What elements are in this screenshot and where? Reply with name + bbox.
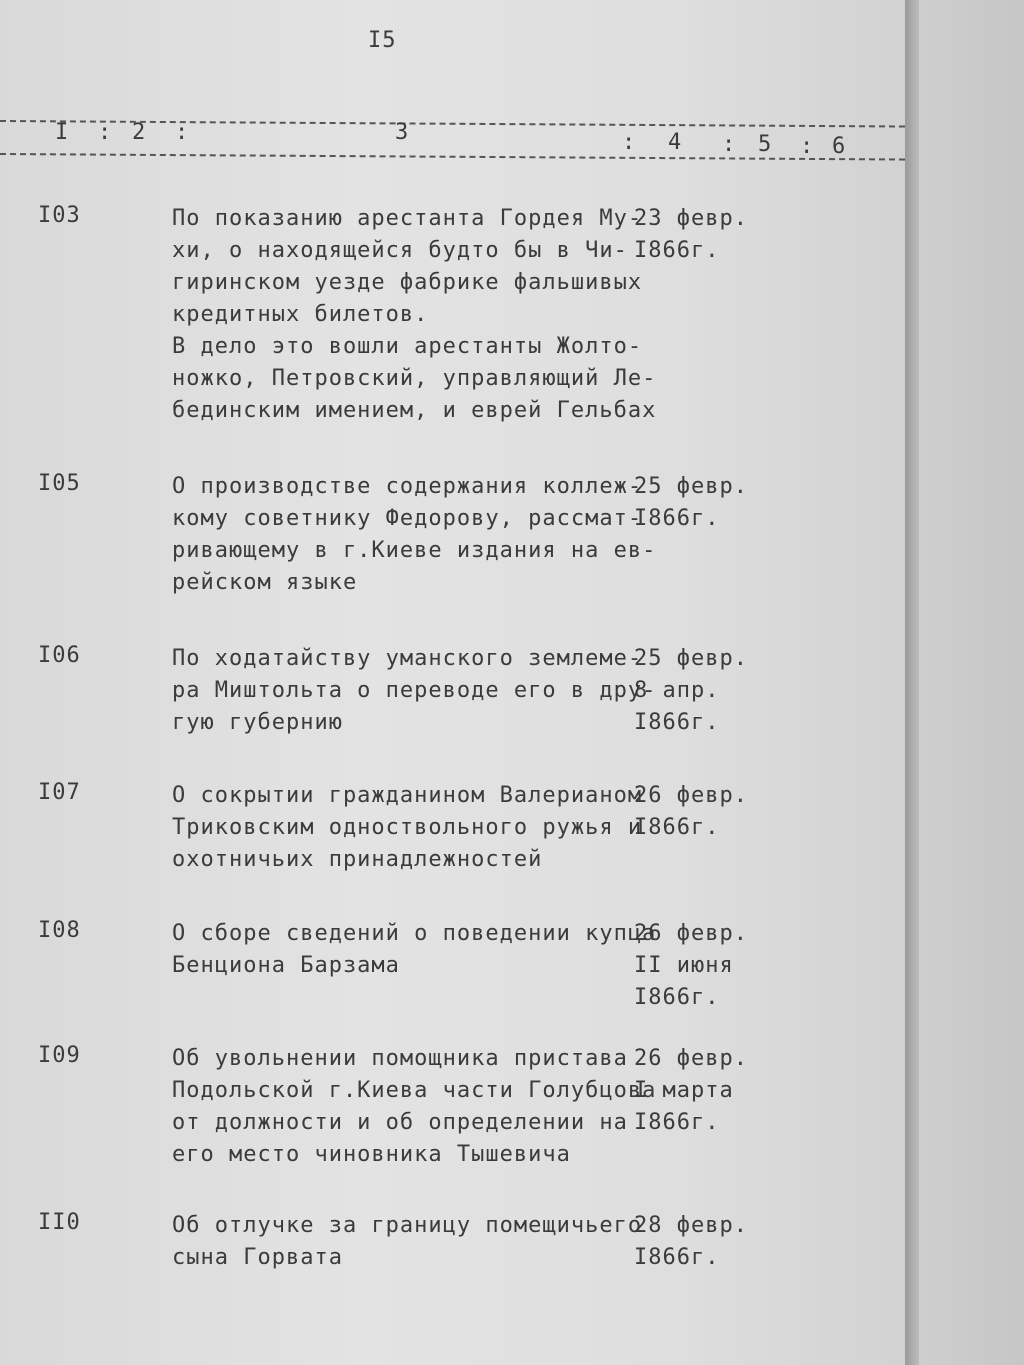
description-line: кому советнику Федорову, рассмат-	[172, 506, 643, 531]
entry-description	[172, 1043, 657, 1171]
date-line: 25 февр.	[634, 646, 748, 671]
entry-dates	[634, 643, 754, 739]
column-header-row	[0, 120, 905, 159]
description-line: О производстве содержания коллеж-	[172, 474, 643, 499]
column-header-sep: :	[175, 120, 190, 145]
date-line: 28 февр.	[634, 1213, 748, 1238]
entry-description	[172, 918, 657, 982]
description-line: По показанию арестанта Гордея Му-	[172, 206, 643, 231]
date-line: I марта	[634, 1078, 734, 1103]
description-line: сына Горвата	[172, 1245, 343, 1270]
date-line: 8 апр.	[634, 678, 720, 703]
entry-dates	[634, 203, 754, 267]
description-line: ривающему в г.Киеве издания на ев-	[172, 538, 657, 563]
entry-dates	[634, 471, 754, 535]
description-line: Об отлучке за границу помещичьего	[172, 1213, 643, 1238]
page-number: I5	[368, 28, 397, 53]
description-line: от должности и об определении на	[172, 1110, 628, 1135]
date-line: I866г.	[634, 815, 720, 840]
description-line: рейском языке	[172, 570, 358, 595]
entry-dates	[634, 918, 754, 1014]
column-header-sep: :	[800, 134, 815, 159]
column-header-sep: :	[722, 132, 737, 157]
column-header-5: 5	[758, 132, 773, 157]
description-line: В дело это вошли арестанты Жолто-	[172, 334, 643, 359]
description-line: Бенциона Барзама	[172, 953, 400, 978]
date-line: 25 февр.	[634, 474, 748, 499]
description-line: хи, о находящейся будто бы в Чи-	[172, 238, 628, 263]
date-line: 26 февр.	[634, 921, 748, 946]
description-line: бединским имением, и еврей Гельбах	[172, 398, 657, 423]
description-line: Об увольнении помощника пристава	[172, 1046, 628, 1071]
description-line: гую губернию	[172, 710, 343, 735]
date-line: I866г.	[634, 506, 720, 531]
description-line: По ходатайству уманского землеме-	[172, 646, 643, 671]
column-header-1: I	[55, 120, 70, 145]
column-header-3: 3	[395, 120, 410, 145]
column-header-4: 4	[668, 130, 683, 155]
date-line: I866г.	[634, 710, 720, 735]
description-line: ножко, Петровский, управляющий Ле-	[172, 366, 657, 391]
entry-description	[172, 643, 657, 739]
entry-number: I05	[38, 471, 81, 496]
entry-dates	[634, 1210, 754, 1274]
entry-description	[172, 1210, 643, 1274]
date-line: 26 февр.	[634, 783, 748, 808]
description-line: ра Миштольта о переводе его в дру-	[172, 678, 657, 703]
column-header-sep: :	[622, 130, 637, 155]
description-line: кредитных билетов.	[172, 302, 429, 327]
entry-number: I08	[38, 918, 81, 943]
page-edge-shadow	[905, 0, 919, 1365]
entry-description	[172, 780, 643, 876]
entry-dates	[634, 780, 754, 844]
entry-number: I07	[38, 780, 81, 805]
column-header-sep: :	[98, 120, 113, 145]
description-line: гиринском уезде фабрике фальшивых	[172, 270, 643, 295]
date-line: I866г.	[634, 238, 720, 263]
entry-number: I06	[38, 643, 81, 668]
entry-number: I09	[38, 1043, 81, 1068]
description-line: О сокрытии гражданином Валерианом	[172, 783, 643, 808]
column-header-2: 2	[132, 120, 147, 145]
description-line: Подольской г.Киева части Голубцова	[172, 1078, 657, 1103]
entry-number: II0	[38, 1210, 81, 1235]
description-line: его место чиновника Тышевича	[172, 1142, 571, 1167]
date-line: II июня	[634, 953, 734, 978]
description-line: Триковским одноствольного ружья и	[172, 815, 643, 840]
entry-number: I03	[38, 203, 81, 228]
entry-dates	[634, 1043, 754, 1139]
entry-description	[172, 203, 657, 427]
date-line: I866г.	[634, 1245, 720, 1270]
column-header-6: 6	[832, 134, 847, 159]
description-line: О сборе сведений о поведении купца	[172, 921, 657, 946]
date-line: I866г.	[634, 985, 720, 1010]
entry-description	[172, 471, 657, 599]
date-line: 26 февр.	[634, 1046, 748, 1071]
description-line: охотничьих принадлежностей	[172, 847, 543, 872]
date-line: 23 февр.	[634, 206, 748, 231]
date-line: I866г.	[634, 1110, 720, 1135]
